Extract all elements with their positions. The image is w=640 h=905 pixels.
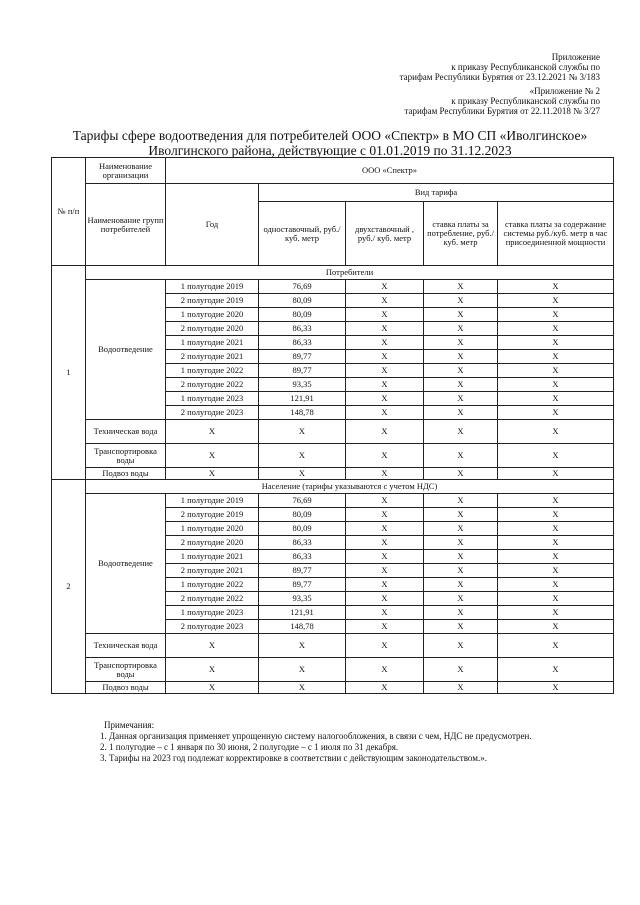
section-title-row [52,266,614,280]
double-rate-cell: X [346,494,424,508]
single-rate-cell: X [259,658,346,682]
consumption-rate-cell: X [424,682,498,694]
period-cell: 2 полугодие 2022 [166,592,259,606]
period-cell: 2 полугодие 2021 [166,350,259,364]
section-number: 2 [52,480,86,694]
table-row-extra [52,420,614,444]
title-line: Иволгинского района, действующие с 01.01.2019 по 31.12.2023 [148,143,512,158]
maintenance-rate-cell: X [498,468,614,480]
single-rate-cell: X [259,682,346,694]
single-rate-cell: 80,09 [259,522,346,536]
period-cell: 1 полугодие 2019 [166,280,259,294]
double-rate-cell: X [346,550,424,564]
maintenance-rate-cell: X [498,364,614,378]
maintenance-rate-cell: X [498,420,614,444]
consumption-rate-cell: X [424,420,498,444]
double-rate-cell: X [346,392,424,406]
consumer-group-name: Подвоз воды [86,682,166,694]
single-rate-cell: X [259,634,346,658]
period-cell: 2 полугодие 2021 [166,564,259,578]
header-row-org [52,158,614,184]
maintenance-rate-cell: X [498,378,614,392]
section-title-row [52,480,614,494]
double-rate-cell: X [346,364,424,378]
maintenance-rate-cell: X [498,564,614,578]
double-rate-cell: X [346,606,424,620]
consumption-rate-cell: X [424,536,498,550]
consumption-rate-cell: X [424,364,498,378]
single-rate-cell: 76,69 [259,494,346,508]
consumption-rate-cell: X [424,468,498,480]
group-name: Водоотведение [86,494,166,634]
maintenance-rate-cell: X [498,550,614,564]
maintenance-rate-cell: X [498,336,614,350]
single-rate-cell: X [259,444,346,468]
header-line: тарифам Республики Бурятия от 22.11.2018 № 3/27 [404,106,600,116]
period-cell: 1 полугодие 2019 [166,494,259,508]
single-rate-cell: 89,77 [259,350,346,364]
col-single-header: одноставочный, руб./ куб. метр [259,202,346,266]
maintenance-rate-cell: X [498,280,614,294]
double-rate-cell: X [346,280,424,294]
single-rate-cell: 80,09 [259,308,346,322]
consumption-rate-cell: X [424,280,498,294]
table-row [52,280,614,294]
double-rate-cell: X [346,522,424,536]
double-rate-cell: X [346,322,424,336]
single-rate-cell: 93,35 [259,378,346,392]
maintenance-rate-cell: X [498,322,614,336]
notes-heading: Примечания: [104,720,155,730]
double-rate-cell: X [346,308,424,322]
org-name-label: Наименование организации [86,158,166,184]
double-rate-cell: X [346,620,424,634]
consumption-rate-cell: X [424,550,498,564]
col-consumption-header: ставка платы за потребление, руб./ куб. метр [424,202,498,266]
notes [88,720,598,764]
maintenance-rate-cell: X [498,606,614,620]
table-row-extra [52,682,614,694]
double-rate-cell: X [346,578,424,592]
single-rate-cell: 80,09 [259,294,346,308]
table-row-extra [52,444,614,468]
maintenance-rate-cell: X [498,406,614,420]
header-approval-1 [400,52,600,82]
section-title: Потребители [86,266,614,280]
maintenance-rate-cell: X [498,494,614,508]
single-rate-cell: 86,33 [259,536,346,550]
maintenance-rate-cell: X [498,392,614,406]
maintenance-rate-cell: X [498,658,614,682]
maintenance-rate-cell: X [498,350,614,364]
single-rate-cell: 80,09 [259,508,346,522]
section-title: Население (тарифы указываются с учетом НДС) [86,480,614,494]
double-rate-cell: X [346,682,424,694]
maintenance-rate-cell: X [498,308,614,322]
tariff-table [51,157,614,694]
consumption-rate-cell: X [424,294,498,308]
double-rate-cell: X [346,592,424,606]
consumer-group-name: Подвоз воды [86,468,166,480]
consumption-rate-cell: X [424,606,498,620]
maintenance-rate-cell: X [498,592,614,606]
double-rate-cell: X [346,564,424,578]
single-rate-cell: 76,69 [259,280,346,294]
maintenance-rate-cell: X [498,508,614,522]
header-line: к приказу Республиканской службы по [451,96,600,106]
note-item: 1. Данная организация применяет упрощенную систему налогообложения, в связи с чем, НДС не предусмотрен. [100,731,532,741]
period-cell: 2 полугодие 2020 [166,536,259,550]
consumption-rate-cell: X [424,578,498,592]
single-rate-cell: 89,77 [259,578,346,592]
double-rate-cell: X [346,536,424,550]
header-line: тарифам Республики Бурятия от 23.12.2021 № 3/183 [399,72,600,82]
consumption-rate-cell: X [424,392,498,406]
period-cell: 2 полугодие 2019 [166,294,259,308]
double-rate-cell: X [346,468,424,480]
header-line: к приказу Республиканской службы по [451,62,600,72]
single-rate-cell: 89,77 [259,564,346,578]
period-cell: 2 полугодие 2023 [166,406,259,420]
groups-label: Наименование групп потребителей [86,184,166,266]
title-line: Тарифы сфере водоотведения для потребителей ООО «Спектр» в МО СП «Иволгинское» [72,128,588,143]
double-rate-cell: X [346,336,424,350]
tariff-type-label: Вид тарифа [259,184,614,202]
consumption-rate-cell: X [424,494,498,508]
double-rate-cell: X [346,420,424,444]
maintenance-rate-cell: X [498,578,614,592]
single-rate-cell: X [259,420,346,444]
col-maintenance-header: ставка платы за содержание системы руб./куб. метр в час присоединенной мощности [498,202,614,266]
consumption-rate-cell: X [424,620,498,634]
consumption-rate-cell: X [424,634,498,658]
single-rate-cell: 86,33 [259,336,346,350]
single-rate-cell: 121,91 [259,392,346,406]
header-row-type [52,184,614,202]
double-rate-cell: X [346,350,424,364]
period-cell: X [166,658,259,682]
period-cell: X [166,468,259,480]
org-name: ООО «Спектр» [166,158,614,184]
year-label: Год [166,184,259,266]
consumer-group-name: Техническая вода [86,420,166,444]
period-cell: X [166,444,259,468]
consumer-group-name: Транспортировка воды [86,658,166,682]
consumption-rate-cell: X [424,322,498,336]
period-cell: 1 полугодие 2020 [166,522,259,536]
double-rate-cell: X [346,406,424,420]
period-cell: 2 полугодие 2023 [166,620,259,634]
period-cell: X [166,420,259,444]
single-rate-cell: 89,77 [259,364,346,378]
double-rate-cell: X [346,294,424,308]
table-row-extra [52,634,614,658]
period-cell: 2 полугодие 2022 [166,378,259,392]
header-line: Приложение [551,52,600,62]
maintenance-rate-cell: X [498,536,614,550]
double-rate-cell: X [346,658,424,682]
period-cell: 1 полугодие 2021 [166,550,259,564]
table-row-extra [52,468,614,480]
single-rate-cell: 148,78 [259,620,346,634]
period-cell: 1 полугодие 2023 [166,606,259,620]
maintenance-rate-cell: X [498,634,614,658]
consumer-group-name: Техническая вода [86,634,166,658]
document-title [60,128,600,158]
period-cell: 2 полугодие 2019 [166,508,259,522]
maintenance-rate-cell: X [498,620,614,634]
period-cell: 1 полугодие 2020 [166,308,259,322]
maintenance-rate-cell: X [498,522,614,536]
single-rate-cell: 93,35 [259,592,346,606]
maintenance-rate-cell: X [498,294,614,308]
maintenance-rate-cell: X [498,682,614,694]
period-cell: 1 полугодие 2022 [166,578,259,592]
section-number: 1 [52,266,86,480]
double-rate-cell: X [346,444,424,468]
table-row-extra [52,658,614,682]
col-num-header: № п/п [52,158,86,266]
consumption-rate-cell: X [424,592,498,606]
double-rate-cell: X [346,378,424,392]
period-cell: X [166,682,259,694]
consumption-rate-cell: X [424,444,498,468]
consumption-rate-cell: X [424,522,498,536]
col-double-header: двухставочный , руб./ куб. метр [346,202,424,266]
note-item: 3. Тарифы на 2023 год подлежат корректировке в соответствии с действующим законодательством.». [100,753,487,763]
double-rate-cell: X [346,508,424,522]
consumption-rate-cell: X [424,308,498,322]
consumption-rate-cell: X [424,658,498,682]
period-cell: 1 полугодие 2022 [166,364,259,378]
header-approval-2 [404,86,600,116]
group-name: Водоотведение [86,280,166,420]
single-rate-cell: 148,78 [259,406,346,420]
tariff-table-body [52,158,614,694]
consumption-rate-cell: X [424,336,498,350]
note-item: 2. 1 полугодие – с 1 января по 30 июня, 2 полугодие – с 1 июля по 31 декабря. [100,742,399,752]
consumption-rate-cell: X [424,508,498,522]
single-rate-cell: 86,33 [259,322,346,336]
consumption-rate-cell: X [424,350,498,364]
header-line: «Приложение № 2 [529,86,600,96]
double-rate-cell: X [346,634,424,658]
single-rate-cell: 121,91 [259,606,346,620]
table-row [52,494,614,508]
single-rate-cell: X [259,468,346,480]
consumption-rate-cell: X [424,406,498,420]
period-cell: 2 полугодие 2020 [166,322,259,336]
consumption-rate-cell: X [424,564,498,578]
period-cell: 1 полугодие 2021 [166,336,259,350]
consumption-rate-cell: X [424,378,498,392]
period-cell: 1 полугодие 2023 [166,392,259,406]
consumer-group-name: Транспортировка воды [86,444,166,468]
maintenance-rate-cell: X [498,444,614,468]
single-rate-cell: 86,33 [259,550,346,564]
period-cell: X [166,634,259,658]
